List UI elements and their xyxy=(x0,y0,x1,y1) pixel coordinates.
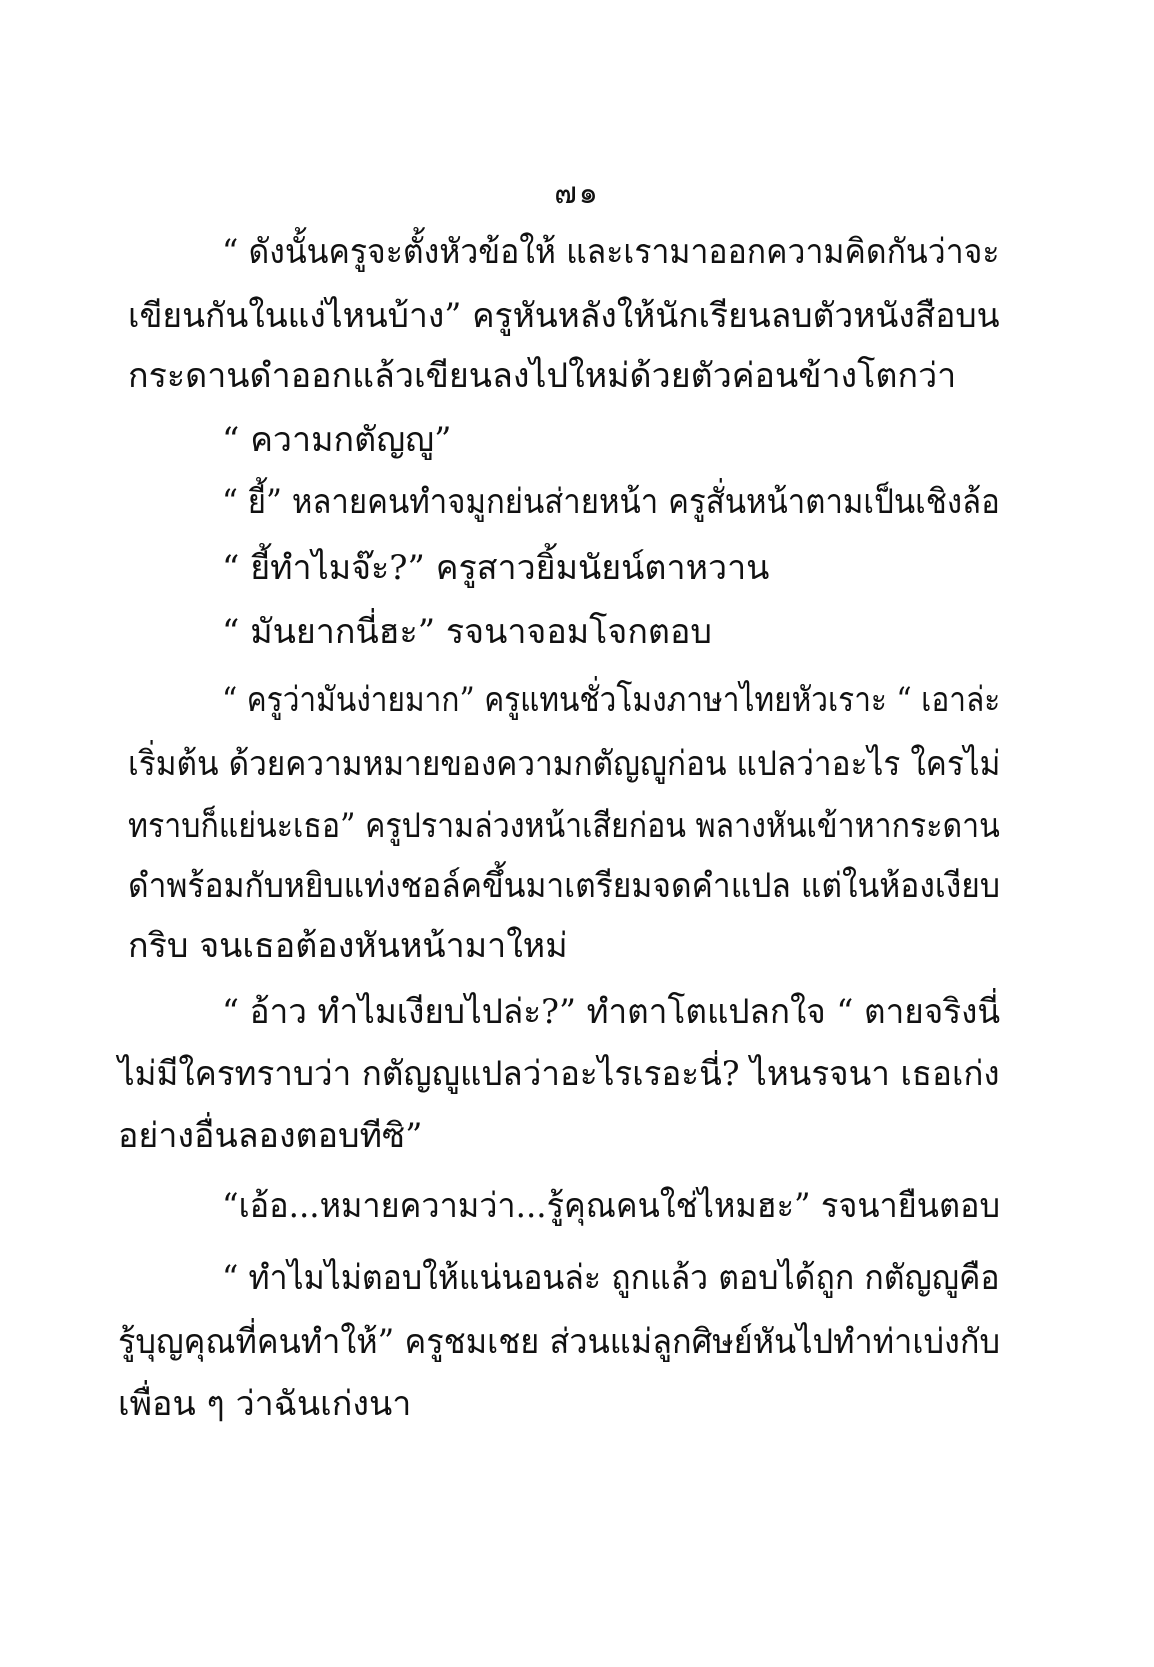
text-line: “ ทำไมไม่ตอบให้แน่นอนล่ะ ถูกแล้ว ตอบได้ถูก กตัญญูคือ xyxy=(222,1258,1000,1298)
text-line: ทราบก็แย่นะเธอ” ครูปรามล่วงหน้าเสียก่อน พลางหันเข้าหากระดาน xyxy=(128,806,1000,846)
text-line: กระดานดำออกแล้วเขียนลงไปใหม่ด้วยตัวค่อนข้างโตกว่า xyxy=(128,356,957,396)
text-line: เขียนกันในแง่ไหนบ้าง” ครูหันหลังให้นักเรียนลบตัวหนังสือบน xyxy=(128,296,1000,336)
text-line: ดำพร้อมกับหยิบแท่งชอล์คขึ้นมาเตรียมจดคำแปล แต่ในห้องเงียบ xyxy=(128,866,1001,906)
page-number: ๗๑ xyxy=(554,176,600,211)
text-line: รู้บุญคุณที่คนทำให้” ครูชมเชย ส่วนแม่ลูกศิษย์หันไปทำท่าเบ่งกับ xyxy=(118,1322,1001,1362)
text-line: “ ยี้” หลายคนทำจมูกย่นส่ายหน้า ครูสั่นหน้าตามเป็นเชิงล้อ xyxy=(222,482,1000,522)
text-line: “ ยี้ทำไมจ๊ะ?” ครูสาวยิ้มนัยน์ตาหวาน xyxy=(222,548,770,588)
text-line: กริบ จนเธอต้องหันหน้ามาใหม่ xyxy=(128,926,568,966)
text-line: “ ความกตัญญู” xyxy=(222,420,452,460)
text-line: ไม่มีใครทราบว่า กตัญญูแปลว่าอะไรเรอะนี่? ไหนรจนา เธอเก่ง xyxy=(118,1054,1000,1094)
text-line: “ มันยากนี่ฮะ” รจนาจอมโจกตอบ xyxy=(222,612,713,652)
text-line: “ ดังนั้นครูจะตั้งหัวข้อให้ และเรามาออกความคิดกันว่าจะ xyxy=(222,232,1000,272)
text-line: “เอ้อ...หมายความว่า...รู้คุณคนใช่ไหมฮะ” รจนายืนตอบ xyxy=(222,1186,1001,1226)
text-line: “ ครูว่ามันง่ายมาก” ครูแทนชั่วโมงภาษาไทยหัวเราะ “ เอาล่ะ xyxy=(222,680,1001,720)
text-line: “ อ้าว ทำไมเงียบไปล่ะ?” ทำตาโตแปลกใจ “ ตายจริงนี่ xyxy=(222,992,1001,1032)
text-line: อย่างอื่นลองตอบทีซิ” xyxy=(118,1116,423,1156)
text-line: เริ่มต้น ด้วยความหมายของความกตัญญูก่อน แปลว่าอะไร ใครไม่ xyxy=(128,744,1001,784)
text-line: เพื่อน ๆ ว่าฉันเก่งนา xyxy=(118,1384,412,1424)
